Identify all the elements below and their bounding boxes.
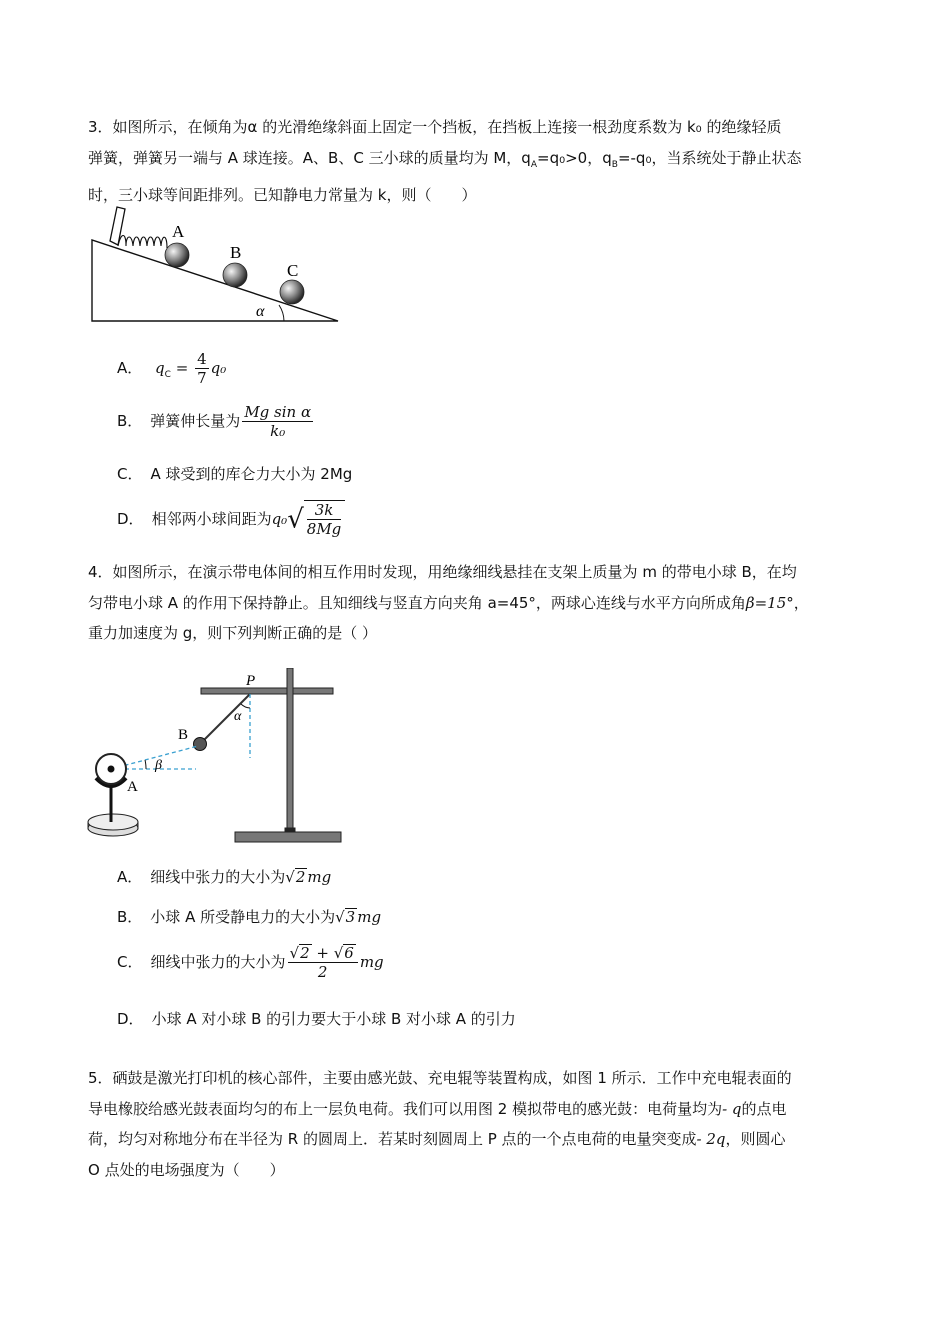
q4-stem xyxy=(88,557,866,649)
q3-option-b[interactable]: B． 弹簧伸长量为 $\frac{\text{Mg sin α}}{\text{k₀}}$ xyxy=(117,403,312,440)
q5-line-2: 导电橡胶给感光鼓表面均匀的布上一层负电荷。我们可以用图 2 模拟带电的感光鼓：电荷量均为- q的点电 xyxy=(88,1099,787,1118)
q5-line-4: O 点处的电场强度为（ ） xyxy=(88,1160,285,1179)
q3-stem xyxy=(88,112,866,211)
ball-a xyxy=(165,243,189,267)
q3-incline-figure xyxy=(88,200,348,330)
q5-stem xyxy=(88,1063,866,1185)
q4-line-2: 匀带电小球 A 的作用下保持静止。且知细线与竖直方向夹角 a=45°，两球心连线与水平方向所成角β=15°， xyxy=(88,593,809,612)
svg-text:β: β xyxy=(155,758,162,773)
ball-a-stand xyxy=(88,754,138,836)
q3-option-d[interactable]: D． 相邻两小球间距为q₀√ $\frac{3k}{8Mg}$ xyxy=(117,500,345,538)
label-b: B xyxy=(230,243,242,262)
q4-option-a[interactable]: A． 细线中张力的大小为√2 mg xyxy=(117,868,332,886)
alpha-arc xyxy=(241,704,250,708)
angle-arc xyxy=(279,305,284,321)
svg-text:α: α xyxy=(234,709,242,724)
svg-text:P: P xyxy=(246,673,256,689)
ball-c xyxy=(280,280,304,304)
q5-line-3: 荷，均匀对称地分布在半径为 R 的圆周上．若某时刻圆周上 P 点的一个点电荷的电量突变成- 2q，则圆心 xyxy=(88,1130,786,1148)
beta-arc xyxy=(145,760,146,769)
q3-line-3: 时，三小球等间距排列。已知静电力常量为 k，则（ ） xyxy=(88,186,477,204)
label-a: A xyxy=(172,222,185,241)
label-alpha: α xyxy=(256,303,265,320)
q4-line-1: 4．如图所示，在演示带电体间的相互作用时发现，用绝缘细线悬挂在支架上质量为 m 的带电小球 B，在均 xyxy=(88,563,797,581)
q3-line-1: 3．如图所示，在倾角为α 的光滑绝缘斜面上固定一个挡板，在挡板上连接一根劲度系数为 k₀ 的绝缘轻质 xyxy=(88,118,782,136)
thread xyxy=(201,694,250,743)
incline xyxy=(92,240,338,321)
q5-line-1: 5．硒鼓是激光打印机的核心部件，主要由感光鼓、充电辊等装置构成，如图 1 所示．工作中充电辊表面的 xyxy=(88,1069,792,1087)
stand xyxy=(201,668,341,842)
q4-stand-figure xyxy=(84,668,349,848)
baffle xyxy=(110,207,125,245)
q3-line-2: 弹簧，弹簧另一端与 A 球连接。A、B、C 三小球的质量均为 M，$q_A=q_0>0$，$q_B=-q_0$，当系统处于静止状态 xyxy=(88,148,802,170)
q4-option-d[interactable]: D． 小球 A 对小球 B 的引力要大于小球 B 对小球 A 的引力 xyxy=(117,1010,516,1028)
svg-text:B: B xyxy=(178,727,189,743)
q4-line-3: 重力加速度为 g，则下列判断正确的是（ ） xyxy=(88,624,378,642)
ball-b xyxy=(194,738,207,751)
q3-option-c[interactable]: C． A 球受到的库仑力大小为 2Mg xyxy=(117,465,353,483)
svg-text:A: A xyxy=(127,779,138,795)
ball-b xyxy=(223,263,247,287)
spring xyxy=(118,236,167,249)
q3-option-a[interactable]: A． $q_C$ = $\frac{4}{7}$ q₀ xyxy=(117,350,227,387)
q4-option-b[interactable]: B． 小球 A 所受静电力的大小为√3 mg xyxy=(117,908,382,926)
label-c: C xyxy=(287,261,299,280)
q4-option-c[interactable]: C． 细线中张力的大小为 $\frac{√2 + √6}{2}$ mg xyxy=(117,944,384,981)
